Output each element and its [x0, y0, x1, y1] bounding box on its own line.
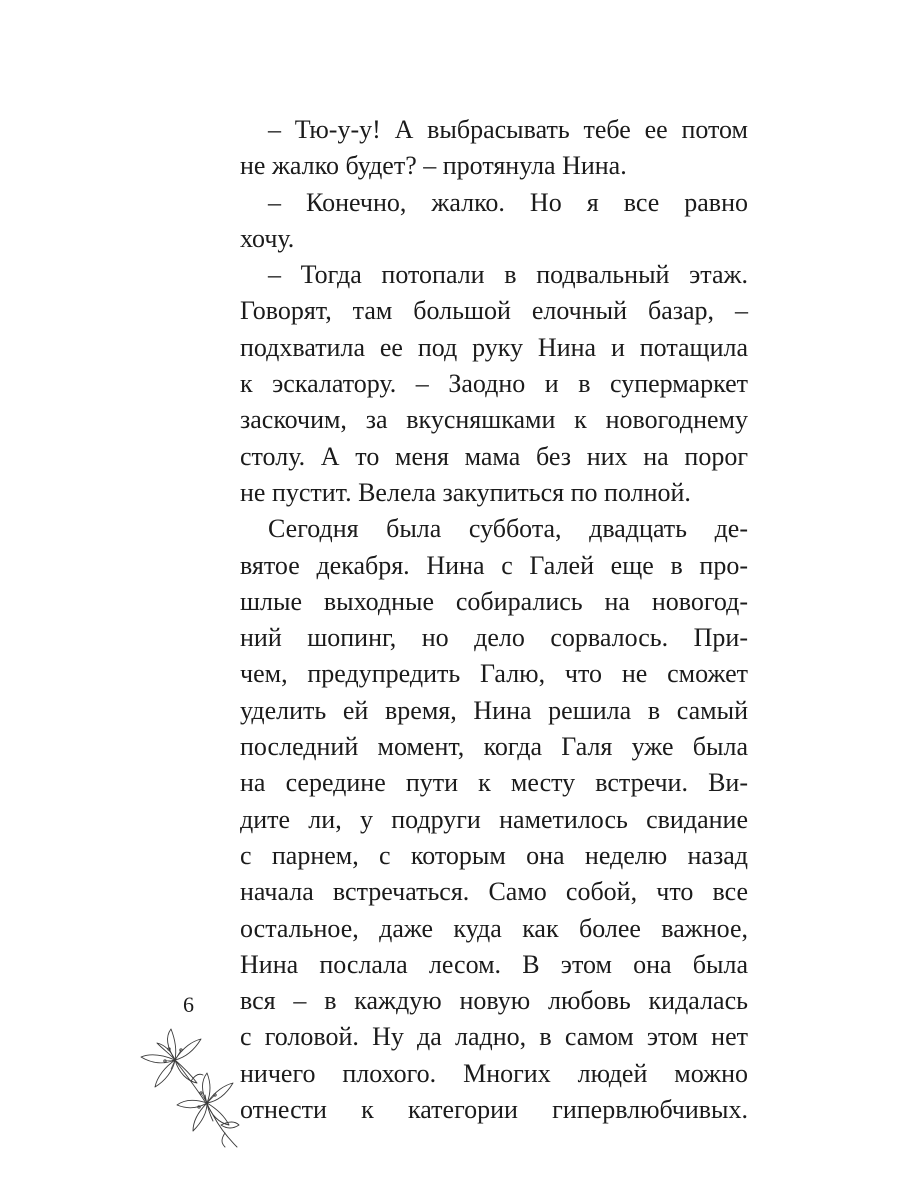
text-line: остальное, даже куда как более важное, [240, 913, 748, 943]
text-line: шлые выходные собирались на новогод- [240, 586, 748, 616]
text-line: Нина послала лесом. В этом она была [240, 949, 748, 979]
text-line: уделить ей время, Нина решила в самый [240, 695, 748, 725]
text-line: вятое декабря. Нина с Галей еще в про- [240, 550, 748, 580]
text-line: начала встречаться. Само собой, что все [240, 877, 748, 907]
text-line: – Тогда потопали в подвальный этаж. [268, 260, 748, 290]
flower-icon [135, 1025, 245, 1150]
text-line: вся – в каждую новую любовь кидалась [240, 986, 748, 1016]
body-text [240, 112, 748, 1128]
text-line: к эскалатору. – Заодно и в супермаркет [240, 369, 748, 399]
page-number: 6 [183, 992, 194, 1017]
text-line: Говорят, там большой елочный базар, – [240, 296, 748, 326]
text-line: подхватила ее под руку Нина и потащила [240, 332, 748, 362]
text-line: – Тю-у-у! А выбрасывать тебе ее потом [268, 115, 748, 144]
text-line: с головой. Ну да ладно, в самом этом нет [240, 1022, 748, 1052]
text-line: заскочим, за вкусняшками к новогоднему [240, 405, 748, 435]
text-line: чем, предупредить Галю, что не сможет [240, 659, 748, 689]
text-line: не жалко будет? – протянула Нина. [240, 151, 627, 181]
text-line: Сегодня была суббота, двадцать де- [268, 514, 748, 544]
text-line: последний момент, когда Галя уже была [240, 732, 748, 762]
text-line: столу. А то меня мама без них на порог [240, 441, 748, 471]
text-line: дите ли, у подруги наметилось свидание [240, 804, 748, 834]
text-line: – Конечно, жалко. Но я все равно [268, 187, 748, 217]
text-line: хочу. [240, 223, 295, 253]
text-line: с парнем, с которым она неделю назад [240, 840, 748, 870]
text-line: не пустит. Велела закупиться по полной. [240, 477, 691, 507]
text-line: ний шопинг, но дело сорвалось. При- [240, 623, 748, 653]
text-line: на середине пути к месту встречи. Ви- [240, 768, 748, 798]
text-line: отнести к категории гипервлюбчивых. [240, 1095, 748, 1125]
text-line: ничего плохого. Многих людей можно [240, 1058, 748, 1088]
